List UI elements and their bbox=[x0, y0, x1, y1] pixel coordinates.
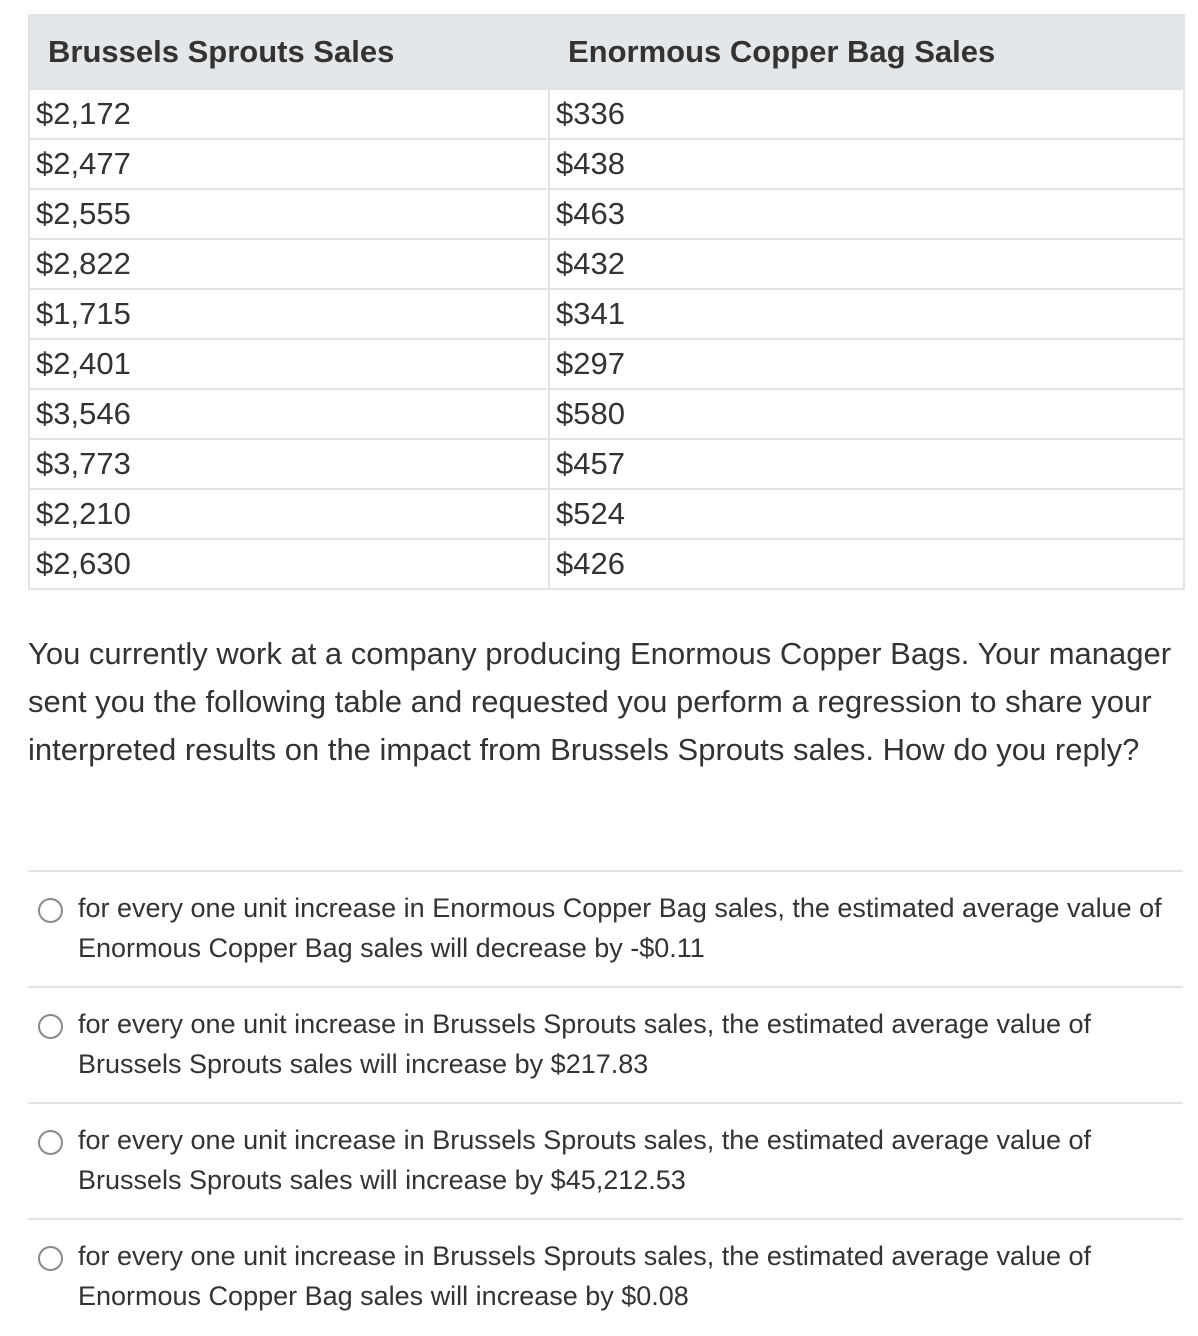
brussels-sprouts-cell: $3,546 bbox=[29, 389, 549, 439]
table-row bbox=[29, 139, 1184, 189]
brussels-sprouts-cell: $2,822 bbox=[29, 239, 549, 289]
brussels-sprouts-cell: $2,172 bbox=[29, 89, 549, 139]
brussels-sprouts-cell: $1,715 bbox=[29, 289, 549, 339]
copper-bag-cell: $438 bbox=[549, 139, 1184, 189]
table-row bbox=[29, 539, 1184, 589]
copper-bag-cell: $524 bbox=[549, 489, 1184, 539]
radio-button-icon[interactable] bbox=[38, 898, 63, 923]
answer-option-4[interactable] bbox=[28, 1218, 1183, 1334]
answer-option-label[interactable]: for every one unit increase in Enormous Copper Bag sales, the estimated average value of Enormous Copper Bag sales will decrease by -$0.11 bbox=[78, 893, 1162, 963]
sales-table bbox=[28, 14, 1185, 590]
copper-bag-cell: $426 bbox=[549, 539, 1184, 589]
brussels-sprouts-cell: $3,773 bbox=[29, 439, 549, 489]
answer-options bbox=[28, 870, 1183, 1334]
copper-bag-cell: $463 bbox=[549, 189, 1184, 239]
answer-option-label[interactable]: for every one unit increase in Brussels Sprouts sales, the estimated average value of Enormous Copper Bag sales will increase by $0.08 bbox=[78, 1241, 1092, 1311]
brussels-sprouts-cell: $2,555 bbox=[29, 189, 549, 239]
table-row bbox=[29, 289, 1184, 339]
radio-button-icon[interactable] bbox=[38, 1246, 63, 1271]
brussels-sprouts-cell: $2,630 bbox=[29, 539, 549, 589]
table-row bbox=[29, 89, 1184, 139]
answer-option-3[interactable] bbox=[28, 1102, 1183, 1218]
copper-bag-cell: $457 bbox=[549, 439, 1184, 489]
table-row bbox=[29, 339, 1184, 389]
table-row bbox=[29, 239, 1184, 289]
answer-option-label[interactable]: for every one unit increase in Brussels Sprouts sales, the estimated average value of Brussels Sprouts sales will increase by $45,212.53 bbox=[78, 1125, 1092, 1195]
table-row bbox=[29, 439, 1184, 489]
radio-button-icon[interactable] bbox=[38, 1014, 63, 1039]
copper-bag-cell: $432 bbox=[549, 239, 1184, 289]
table-header-row bbox=[29, 15, 1184, 89]
answer-option-label[interactable]: for every one unit increase in Brussels Sprouts sales, the estimated average value of Brussels Sprouts sales will increase by $217.83 bbox=[78, 1009, 1092, 1079]
table-row bbox=[29, 489, 1184, 539]
question-text: You currently work at a company producing Enormous Copper Bags. Your manager sent you the following table and requested you perform a regression to share your interpreted results on the impact from Brussels Sprouts sales. How do you reply? bbox=[28, 636, 1172, 767]
answer-option-2[interactable] bbox=[28, 986, 1183, 1102]
brussels-sprouts-cell: $2,401 bbox=[29, 339, 549, 389]
copper-bag-cell: $297 bbox=[549, 339, 1184, 389]
header-enormous-copper-bag-sales: Enormous Copper Bag Sales bbox=[549, 15, 1184, 89]
brussels-sprouts-cell: $2,210 bbox=[29, 489, 549, 539]
copper-bag-cell: $341 bbox=[549, 289, 1184, 339]
table-row bbox=[29, 389, 1184, 439]
brussels-sprouts-cell: $2,477 bbox=[29, 139, 549, 189]
answer-option-1[interactable] bbox=[28, 870, 1183, 986]
radio-button-icon[interactable] bbox=[38, 1130, 63, 1155]
copper-bag-cell: $336 bbox=[549, 89, 1184, 139]
copper-bag-cell: $580 bbox=[549, 389, 1184, 439]
header-brussels-sprouts-sales: Brussels Sprouts Sales bbox=[29, 15, 549, 89]
table-row bbox=[29, 189, 1184, 239]
